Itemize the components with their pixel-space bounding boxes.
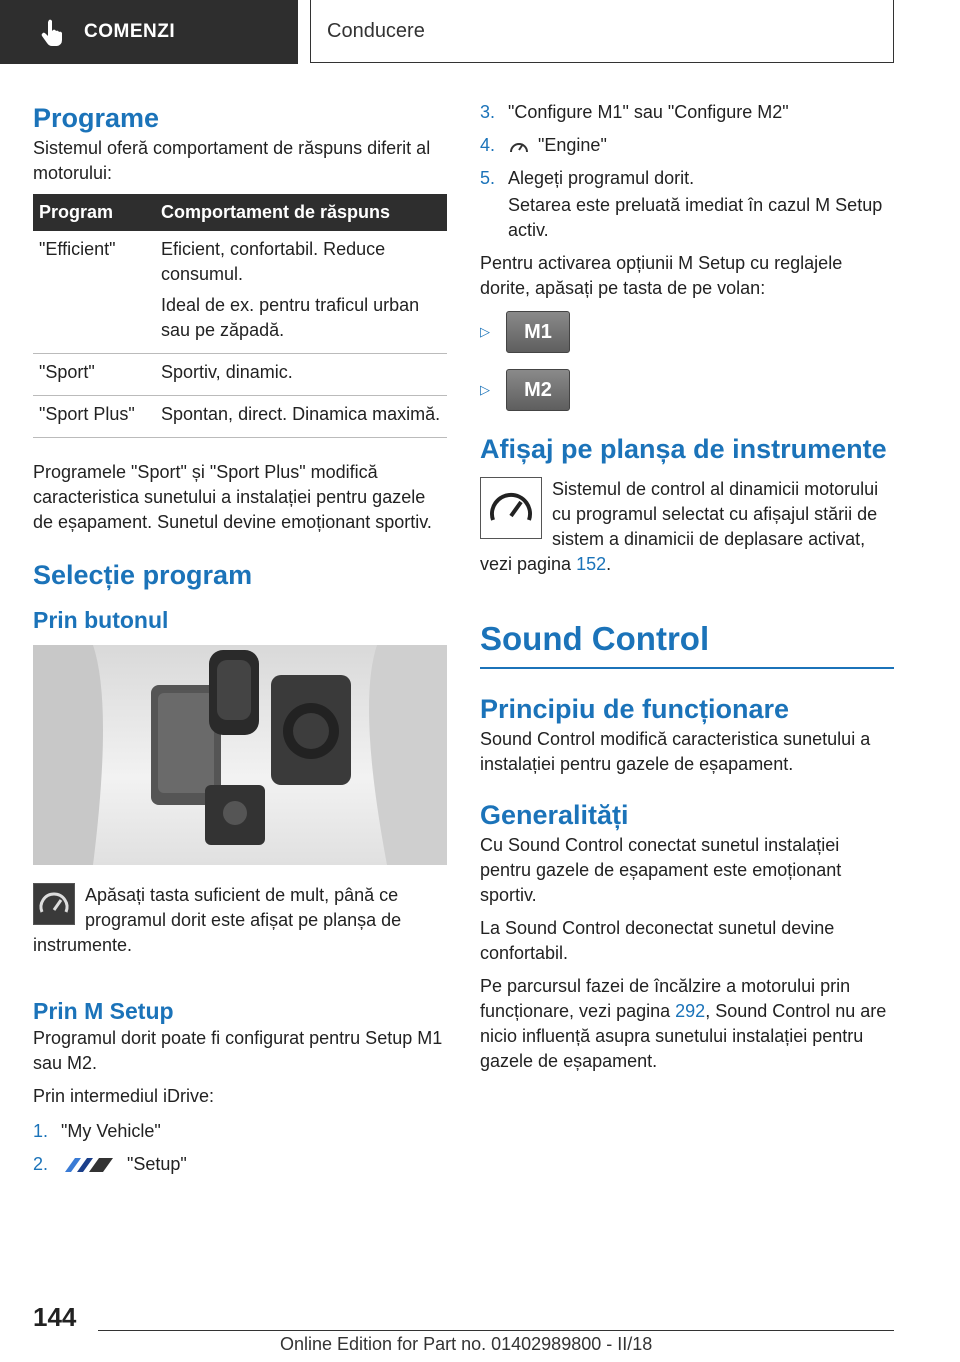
heading-divider <box>480 667 894 669</box>
list-item <box>480 133 894 158</box>
m1-button: M1 <box>506 311 570 353</box>
page-link-152[interactable]: 152 <box>576 554 607 574</box>
msetup-text-1: Programul dorit poate fi configurat pentru Setup M1 sau M2. <box>33 1028 443 1073</box>
table-cell: Sportiv, dinamic. <box>155 354 447 396</box>
heading-programe: Programe <box>33 103 160 133</box>
section-label: COMENZI <box>84 21 176 42</box>
table-row <box>33 231 447 354</box>
table-cell <box>155 231 447 354</box>
general-text-3a: Pe parcursul fazei de încălzire a motorului prin funcționare, vezi pagina <box>480 976 851 1021</box>
triangle-bullet-icon: ▷ <box>480 324 490 339</box>
general-text-3b: , Sound Control nu are nicio influență asupra sunetului instalației pentru gazele de eșapament. <box>480 1001 887 1071</box>
table-cell: "Sport Plus" <box>33 396 155 438</box>
footer-divider <box>98 1330 894 1331</box>
cell-text: Ideal de ex. pentru traficul urban sau pe zăpadă. <box>161 295 420 340</box>
general-text-3 <box>480 974 894 1074</box>
dynamics-gauge-icon <box>33 883 75 925</box>
m2-button: M2 <box>506 369 570 411</box>
steps-list-left <box>33 1119 447 1177</box>
triangle-bullet-icon: ▷ <box>480 382 490 397</box>
chapter-tab <box>310 0 894 63</box>
hand-pointer-icon <box>38 17 68 47</box>
m-stripes-icon <box>61 1156 117 1174</box>
section-tab <box>0 0 298 64</box>
cell-text: Eficient, confortabil. Reduce consumul. <box>161 239 386 284</box>
heading-prin-butonul: Prin butonul <box>33 607 169 633</box>
list-item <box>480 100 894 125</box>
after-table-text: Programele "Sport" și "Sport Plus" modifică caracteristica sunetului a instalației pentru gazele de eșapament. Sunetul devine emoționant sportiv. <box>33 462 432 532</box>
table-row <box>33 396 447 438</box>
afisaj-block: Sistemul de control al dinamicii motorului cu programul selectat cu afișajul stării de sistem a dinamicii de deplasare activat, vezi pagina 152. <box>480 479 879 574</box>
engine-gauge-icon <box>508 136 530 156</box>
page-number: 144 <box>33 1302 77 1332</box>
heading-prin-m-setup: Prin M Setup <box>33 998 174 1024</box>
table-cell: Spontan, direct. Dinamica maximă. <box>155 396 447 438</box>
step-number: 5. <box>480 168 496 188</box>
console-illustration <box>33 645 447 865</box>
step-number: 4. <box>480 135 496 155</box>
msetup-text-2: Prin intermediul iDrive: <box>33 1086 215 1106</box>
page-link-292[interactable]: 292 <box>675 1001 706 1021</box>
activation-text: Pentru activarea opțiunii M Setup cu reglajele dorite, apăsați pe tasta de pe volan: <box>480 253 843 298</box>
step-text: Alegeți programul dorit. <box>508 168 695 188</box>
steps-list-right <box>480 100 894 191</box>
table-header-program: Program <box>33 194 155 231</box>
heading-sound-control: Sound Control <box>480 620 710 657</box>
step5-note: Setarea este preluată imediat în cazul M Setup activ. <box>508 195 883 240</box>
general-text-1: Cu Sound Control conectat sunetul instalației pentru gazele de eșapament este emoționant sportiv. <box>480 835 842 905</box>
step-text: "Configure M1" sau "Configure M2" <box>508 102 789 122</box>
m1-item <box>480 311 894 353</box>
table-cell: "Sport" <box>33 354 155 396</box>
heading-generalitati: Generalități <box>480 800 629 830</box>
list-item <box>480 166 894 191</box>
dynamics-gauge-icon <box>480 477 542 539</box>
table-cell: "Efficient" <box>33 231 155 354</box>
center-console-photo <box>33 645 447 865</box>
edition-text: Online Edition for Part no. 01402989800 - II/18 <box>280 1334 653 1354</box>
step-number: 1. <box>33 1121 49 1141</box>
step-text: "Setup" <box>127 1154 187 1174</box>
principiu-text: Sound Control modifică caracteristica sunetului a instalației pentru gazele de eșapament. <box>480 729 871 774</box>
general-text-2: La Sound Control deconectat sunetul devine confortabil. <box>480 918 835 963</box>
table-header-comportament: Comportament de răspuns <box>155 194 447 231</box>
heading-principiu: Principiu de funcționare <box>480 694 790 724</box>
step-number: 3. <box>480 102 496 122</box>
left-column <box>33 100 447 1185</box>
afisaj-text: Sistemul de control al dinamicii motorului cu programul selectat cu afișajul stării de sistem a dinamicii de deplasare activat, vezi pagina <box>480 479 879 574</box>
m2-item <box>480 369 894 411</box>
program-table <box>33 194 447 438</box>
button-instruction <box>33 883 447 958</box>
step-text: "My Vehicle" <box>61 1121 161 1141</box>
programe-intro: Sistemul oferă comportament de răspuns diferit al motorului: <box>33 138 431 183</box>
heading-selectie: Selecție program <box>33 560 253 590</box>
list-item <box>33 1152 447 1177</box>
table-row <box>33 354 447 396</box>
step-text: "Engine" <box>538 135 607 155</box>
chapter-label: Conducere <box>327 19 425 42</box>
list-item <box>33 1119 447 1144</box>
button-instruction-text: Apăsați tasta suficient de mult, până ce programul dorit este afișat pe planșa de instrumente. <box>33 885 402 955</box>
step-number: 2. <box>33 1154 49 1174</box>
heading-afisaj: Afișaj pe planșa de instrumente <box>480 434 887 464</box>
right-column <box>480 100 894 1074</box>
